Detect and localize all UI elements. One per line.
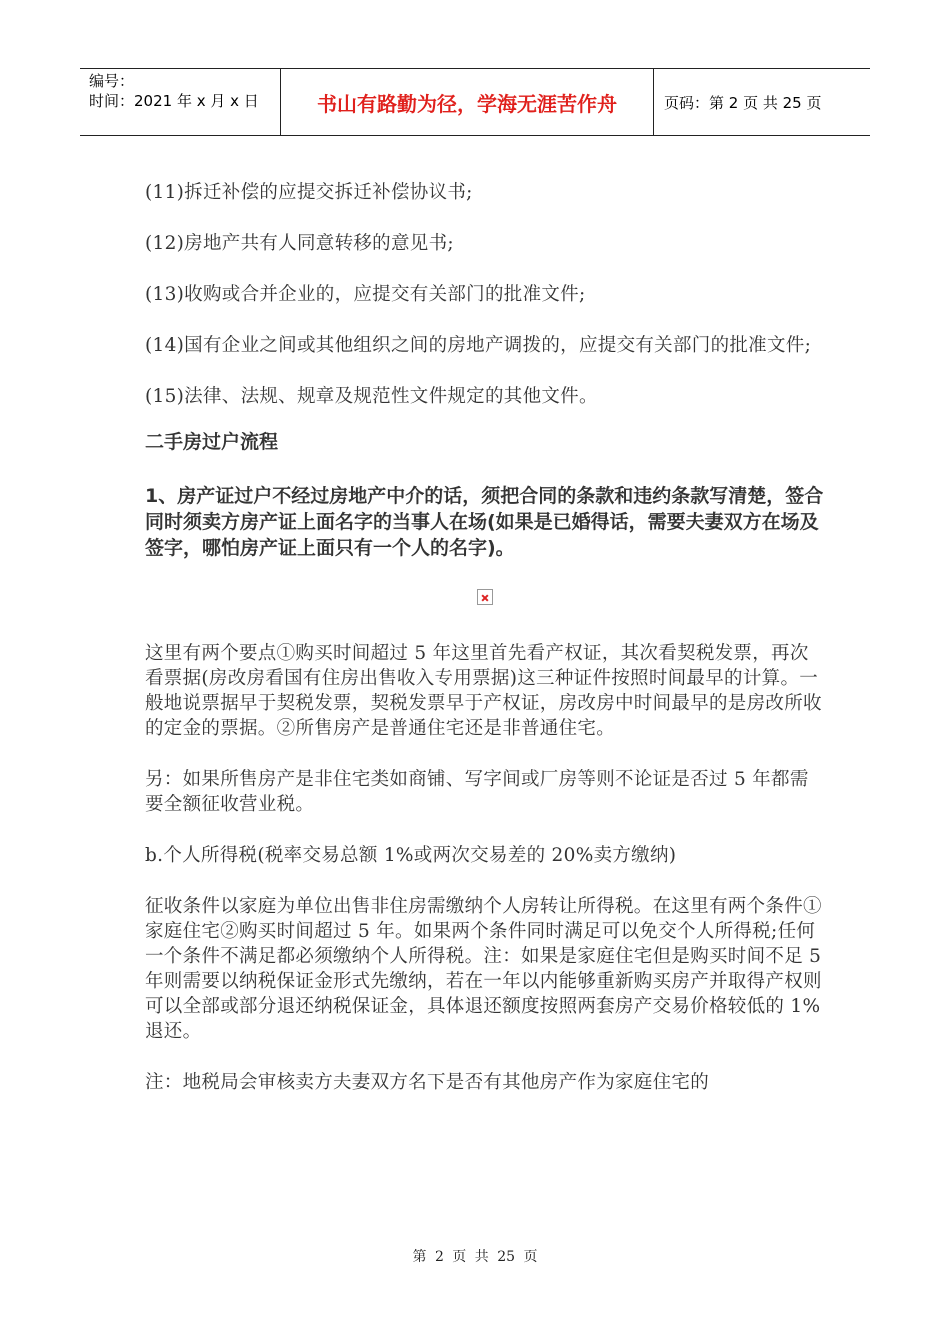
header-info <box>80 69 281 135</box>
broken-image-icon <box>477 589 493 605</box>
list-item-13: (13)收购或合并企业的，应提交有关部门的批准文件; <box>145 284 586 305</box>
section-title: 二手房过户流程 <box>145 431 279 453</box>
serial-label: 编号： <box>89 72 135 90</box>
step-1-paragraph: 1、房产证过户不经过房地产中介的话，须把合同的条款和违约条款写清楚，签合同时须卖方房产证上面名字的当事人在场(如果是已婚得话，需要夫妻双方在场及签字，哪怕房产证上面只有一个人的名字)。 <box>145 485 824 559</box>
page-header <box>80 68 870 136</box>
list-item-15: (15)法律、法规、规章及规范性文件规定的其他文件。 <box>145 386 598 407</box>
income-tax-conditions: 征收条件以家庭为单位出售非住房需缴纳个人房转让所得税。在这里有两个条件①家庭住宅②购买时间超过 5 年。如果两个条件同时满足可以免交个人所得税;任何一个条件不满足都必须缴纳个人所得税。注：如果是家庭住宅但是购买时间不足 5 年则需要以纳税保证金形式先缴纳，若在一年以内能够重新购买房产并取得产权则可以全部或部分退还纳税保证金，具体退还额度按照两套房产交易价格较低的 1%退还。 <box>145 896 822 1042</box>
key-points-paragraph: 这里有两个要点①购买时间超过 5 年这里首先看产权证，其次看契税发票，再次看票据(房改房看国有住房出售收入专用票据)这三种证件按照时间最早的计算。一般地说票据早于契税发票，契税发票早于产权证，房改房中时间最早的是房改所收的定金的票据。②所售房产是普通住宅还是非普通住宅。 <box>145 643 822 739</box>
header-page-number: 页码：第 2 页 共 25 页 <box>664 93 822 112</box>
list-item-12: (12)房地产共有人同意转移的意见书; <box>145 233 454 254</box>
list-item-14: (14)国有企业之间或其他组织之间的房地产调拨的，应提交有关部门的批准文件; <box>145 335 812 356</box>
income-tax-heading: b.个人所得税(税率交易总额 1%或两次交易差的 20%卖方缴纳) <box>145 845 677 866</box>
page-footer: 第 2 页 共 25 页 <box>412 1249 538 1265</box>
non-residential-note: 另：如果所售房产是非住宅类如商铺、写字间或厂房等则不论证是否过 5 年都需要全额征收营业税。 <box>145 769 809 815</box>
tax-bureau-note: 注：地税局会审核卖方夫妻双方名下是否有其他房产作为家庭住宅的 <box>145 1072 710 1093</box>
list-item-11: (11)拆迁补偿的应提交拆迁补偿协议书; <box>145 182 473 203</box>
document-body <box>145 180 825 1121</box>
date-label: 时间：2021 年 x 月 x 日 <box>89 92 259 110</box>
header-motto: 书山有路勤为径，学海无涯苦作舟 <box>281 69 654 135</box>
